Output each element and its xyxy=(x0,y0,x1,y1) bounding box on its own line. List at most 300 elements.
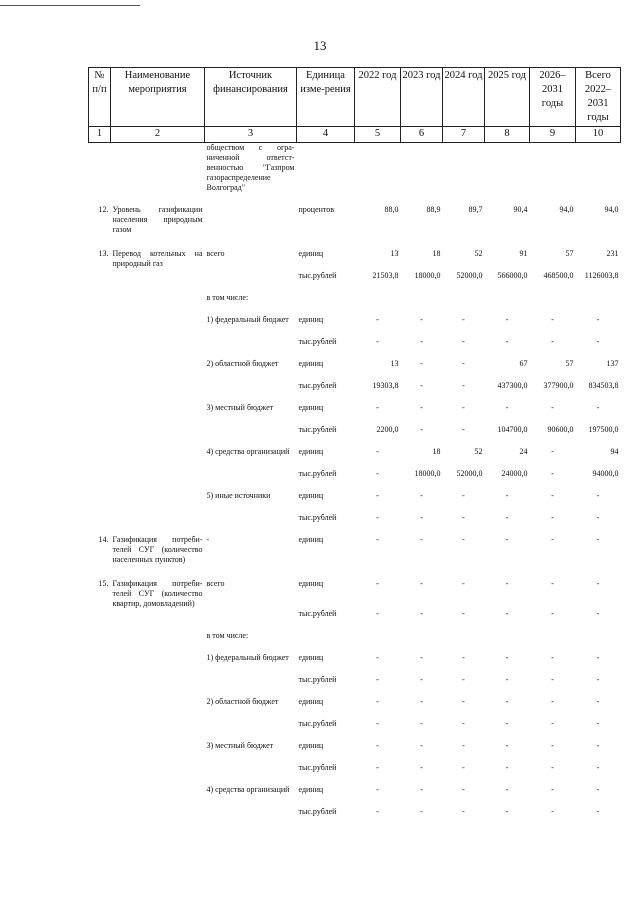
funding-source-cell xyxy=(205,763,297,785)
measure-name-cell xyxy=(111,293,205,315)
value-2026-2031-cell: 94,0 xyxy=(559,205,574,214)
value-2026-2031-cell xyxy=(530,631,576,653)
funding-source-cell xyxy=(205,271,297,293)
row-number-cell xyxy=(89,293,111,315)
value-2022-cell: - xyxy=(376,675,379,684)
value-2023-cell: - xyxy=(420,403,423,412)
value-2024-cell: - xyxy=(462,675,465,684)
measure-name-cell xyxy=(111,675,205,697)
value-total-cell: - xyxy=(596,337,600,346)
unit-cell: тыс.рублей xyxy=(298,807,337,816)
table-row xyxy=(89,205,621,249)
value-total-cell: - xyxy=(596,491,600,500)
value-2024-cell: - xyxy=(462,359,465,368)
value-2026-2031-cell: - xyxy=(551,675,554,684)
header-cell: Всего 2022–2031 годы xyxy=(576,68,621,127)
value-2022-cell xyxy=(355,143,401,206)
header-cell: № п/п xyxy=(89,68,111,127)
measure-name-cell xyxy=(111,315,205,337)
measure-name-cell xyxy=(111,403,205,425)
value-2026-2031-cell: 468500,0 xyxy=(543,271,574,280)
value-2025-cell: - xyxy=(505,403,509,412)
unit-cell: единиц xyxy=(298,315,324,324)
table-row xyxy=(89,807,621,829)
funding-source-cell xyxy=(205,381,297,403)
unit-cell: процентов xyxy=(298,205,335,214)
value-2026-2031-cell: - xyxy=(551,535,554,544)
value-total-cell: - xyxy=(596,785,600,794)
column-number: 6 xyxy=(401,127,443,143)
value-2022-cell: - xyxy=(376,491,379,500)
value-2026-2031-cell: - xyxy=(551,337,554,346)
value-2023-cell: - xyxy=(420,653,423,662)
value-total-cell: - xyxy=(596,315,600,324)
funding-source-cell xyxy=(205,807,297,829)
value-2022-cell: 88,0 xyxy=(384,205,399,214)
value-2024-cell: - xyxy=(462,697,465,706)
funding-source-cell: 3) местный бюджет xyxy=(206,403,274,412)
value-2024-cell: - xyxy=(462,741,465,750)
value-2026-2031-cell xyxy=(530,293,576,315)
value-2022-cell: - xyxy=(376,447,379,456)
value-2022-cell: - xyxy=(376,469,379,478)
value-2026-2031-cell: 57 xyxy=(565,359,574,368)
measure-name-cell xyxy=(111,337,205,359)
value-2025-cell: 437300,0 xyxy=(497,381,528,390)
value-2024-cell: - xyxy=(462,535,465,544)
row-number-cell xyxy=(89,763,111,785)
value-2026-2031-cell: - xyxy=(551,315,554,324)
value-2025-cell: 91 xyxy=(519,249,528,258)
unit-cell: единиц xyxy=(298,653,324,662)
value-2023-cell: - xyxy=(420,381,423,390)
measure-name-cell xyxy=(111,653,205,675)
value-2023-cell: - xyxy=(420,675,423,684)
table-row xyxy=(89,293,621,315)
unit-cell: тыс.рублей xyxy=(298,337,337,346)
value-2022-cell: - xyxy=(376,763,379,772)
table-row xyxy=(89,763,621,785)
value-2026-2031-cell: 57 xyxy=(565,249,574,258)
row-number-cell xyxy=(89,403,111,425)
value-total-cell: 197500,0 xyxy=(588,425,619,434)
value-2023-cell: - xyxy=(420,579,423,588)
column-number: 7 xyxy=(443,127,485,143)
table-row xyxy=(89,675,621,697)
value-2022-cell: - xyxy=(376,653,379,662)
table-row xyxy=(89,425,621,447)
measure-name-cell xyxy=(111,741,205,763)
row-number-cell xyxy=(89,719,111,741)
header-cell: Источник финансирования xyxy=(205,68,297,127)
table-row xyxy=(89,403,621,425)
value-2022-cell: - xyxy=(376,807,379,816)
unit-cell: тыс.рублей xyxy=(298,675,337,684)
value-total-cell: - xyxy=(596,609,600,618)
table-row xyxy=(89,535,621,579)
value-2025-cell: - xyxy=(505,741,509,750)
value-total-cell: 231 xyxy=(606,249,619,258)
table-row xyxy=(89,249,621,271)
row-number-cell xyxy=(89,143,111,206)
measure-name-cell: Газификация потреби-телей СУГ (количество населенных пунктов) xyxy=(112,535,203,564)
row-number-cell xyxy=(89,447,111,469)
measure-name-cell xyxy=(111,631,205,653)
value-2026-2031-cell: - xyxy=(551,719,554,728)
funding-source-cell: в том числе: xyxy=(206,293,249,302)
row-number-cell xyxy=(89,653,111,675)
measure-name-cell xyxy=(111,719,205,741)
funding-source-cell: - xyxy=(206,535,210,544)
row-number-cell xyxy=(89,513,111,535)
row-number-cell xyxy=(89,675,111,697)
header-cell: 2022 год xyxy=(355,68,401,127)
value-2022-cell: - xyxy=(376,315,379,324)
row-number-cell xyxy=(89,697,111,719)
value-total-cell xyxy=(576,631,621,653)
column-number: 3 xyxy=(205,127,297,143)
funding-source-cell xyxy=(205,675,297,697)
table-row xyxy=(89,447,621,469)
value-2023-cell: - xyxy=(420,513,423,522)
value-2022-cell: 19303,8 xyxy=(372,381,399,390)
measure-name-cell xyxy=(111,469,205,491)
table-row xyxy=(89,631,621,653)
funding-source-cell: обществом с огра-ниченной ответст-венностью "Газпром газораспределение Волгоград" xyxy=(206,143,295,192)
value-total-cell: - xyxy=(596,807,600,816)
table-row xyxy=(89,697,621,719)
value-total-cell xyxy=(576,143,621,206)
header-cell: 2026–2031 годы xyxy=(530,68,576,127)
value-2022-cell: - xyxy=(376,535,379,544)
funding-source-cell xyxy=(205,425,297,447)
value-2026-2031-cell: - xyxy=(551,807,554,816)
column-number: 10 xyxy=(576,127,621,143)
value-2023-cell: - xyxy=(420,719,423,728)
unit-cell: единиц xyxy=(298,447,324,456)
funding-source-cell: 1) федеральный бюджет xyxy=(206,315,289,324)
header-row xyxy=(89,68,621,127)
value-2025-cell: 104700,0 xyxy=(497,425,528,434)
row-number-cell: 12. xyxy=(98,205,109,214)
column-number: 8 xyxy=(485,127,530,143)
row-number-cell xyxy=(89,425,111,447)
column-number-row xyxy=(89,127,621,143)
value-2023-cell: - xyxy=(420,425,423,434)
unit-cell xyxy=(297,631,355,653)
measure-name-cell xyxy=(111,381,205,403)
table-row xyxy=(89,785,621,807)
value-2024-cell: - xyxy=(462,807,465,816)
value-2025-cell: 90,4 xyxy=(513,205,528,214)
funding-source-cell xyxy=(205,609,297,631)
value-2023-cell: - xyxy=(420,315,423,324)
value-2025-cell: 67 xyxy=(519,359,528,368)
value-2026-2031-cell: - xyxy=(551,741,554,750)
row-number-cell xyxy=(89,609,111,631)
value-2023-cell: - xyxy=(420,807,423,816)
value-2026-2031-cell: - xyxy=(551,513,554,522)
value-2024-cell: - xyxy=(462,425,465,434)
value-2024-cell: - xyxy=(462,381,465,390)
value-2024-cell: - xyxy=(462,763,465,772)
row-number-cell xyxy=(89,359,111,381)
unit-cell xyxy=(297,293,355,315)
value-2024-cell: - xyxy=(462,491,465,500)
value-total-cell: - xyxy=(596,741,600,750)
value-2023-cell xyxy=(401,631,443,653)
unit-cell: тыс.рублей xyxy=(298,763,337,772)
header-cell: Наименование мероприятия xyxy=(111,68,205,127)
table-row xyxy=(89,653,621,675)
funding-table xyxy=(88,67,621,829)
row-number-cell xyxy=(89,337,111,359)
value-2024-cell xyxy=(443,293,485,315)
row-number-cell xyxy=(89,381,111,403)
measure-name-cell xyxy=(111,271,205,293)
value-2023-cell: - xyxy=(420,359,423,368)
measure-name-cell xyxy=(111,359,205,381)
value-2023-cell: 88,9 xyxy=(426,205,441,214)
value-2026-2031-cell: - xyxy=(551,785,554,794)
value-2023-cell: 18 xyxy=(432,447,441,456)
measure-name-cell xyxy=(111,807,205,829)
funding-source-cell: 2) областной бюджет xyxy=(206,697,279,706)
funding-source-cell: 4) средства организаций xyxy=(206,785,290,794)
measure-name-cell xyxy=(111,447,205,469)
table-row xyxy=(89,579,621,609)
row-number-cell xyxy=(89,271,111,293)
value-2025-cell xyxy=(485,143,530,206)
row-number-cell xyxy=(89,807,111,829)
value-2026-2031-cell: - xyxy=(551,469,554,478)
value-2023-cell xyxy=(401,293,443,315)
unit-cell: тыс.рублей xyxy=(298,425,337,434)
value-2023-cell: - xyxy=(420,763,423,772)
value-2024-cell: - xyxy=(462,609,465,618)
value-2025-cell xyxy=(485,293,530,315)
table-row xyxy=(89,513,621,535)
value-2025-cell: - xyxy=(505,337,509,346)
funding-source-cell: всего xyxy=(206,249,225,258)
funding-source-cell: 5) иные источники xyxy=(206,491,271,500)
value-2024-cell: - xyxy=(462,337,465,346)
unit-cell: единиц xyxy=(298,697,324,706)
value-2024-cell: - xyxy=(462,719,465,728)
measure-name-cell xyxy=(111,143,205,206)
value-2023-cell: 18000,0 xyxy=(414,271,441,280)
unit-cell: единиц xyxy=(298,535,324,544)
value-2026-2031-cell: 377900,0 xyxy=(543,381,574,390)
value-2025-cell: - xyxy=(505,579,509,588)
value-2026-2031-cell: 90600,0 xyxy=(547,425,574,434)
value-2024-cell: - xyxy=(462,315,465,324)
value-2025-cell: - xyxy=(505,675,509,684)
value-2025-cell: - xyxy=(505,653,509,662)
row-number-cell xyxy=(89,491,111,513)
top-rule xyxy=(0,5,140,6)
value-total-cell: 137 xyxy=(606,359,619,368)
measure-name-cell xyxy=(111,513,205,535)
value-2024-cell xyxy=(443,631,485,653)
column-number: 2 xyxy=(111,127,205,143)
unit-cell: единиц xyxy=(298,741,324,750)
funding-source-cell xyxy=(205,337,297,359)
row-number-cell: 14. xyxy=(98,535,109,544)
value-2022-cell: - xyxy=(376,697,379,706)
value-2022-cell: - xyxy=(376,403,379,412)
value-2024-cell: - xyxy=(462,653,465,662)
value-2024-cell: 52 xyxy=(474,249,483,258)
funding-source-cell: 4) средства организаций xyxy=(206,447,290,456)
value-2026-2031-cell: - xyxy=(551,609,554,618)
value-2026-2031-cell: - xyxy=(551,697,554,706)
table-row xyxy=(89,315,621,337)
value-2025-cell: - xyxy=(505,697,509,706)
table-row xyxy=(89,741,621,763)
table-row xyxy=(89,381,621,403)
value-2022-cell xyxy=(355,293,401,315)
measure-name-cell xyxy=(111,785,205,807)
value-2023-cell: - xyxy=(420,741,423,750)
funding-source-cell: 2) областной бюджет xyxy=(206,359,279,368)
unit-cell: единиц xyxy=(298,491,324,500)
measure-name-cell: Газификация потреби-телей СУГ (количество квартир, домовладений) xyxy=(112,579,203,608)
value-2022-cell: - xyxy=(376,337,379,346)
value-2023-cell: - xyxy=(420,697,423,706)
page-number: 13 xyxy=(313,38,327,53)
unit-cell: тыс.рублей xyxy=(298,719,337,728)
value-2024-cell: - xyxy=(462,785,465,794)
value-total-cell: 834503,8 xyxy=(588,381,619,390)
unit-cell: тыс.рублей xyxy=(298,469,337,478)
value-2026-2031-cell: - xyxy=(551,653,554,662)
unit-cell: тыс.рублей xyxy=(298,381,337,390)
row-number-cell xyxy=(89,631,111,653)
table-row xyxy=(89,359,621,381)
value-total-cell: - xyxy=(596,535,600,544)
value-2023-cell: 18 xyxy=(432,249,441,258)
value-2023-cell: - xyxy=(420,785,423,794)
value-total-cell: - xyxy=(596,719,600,728)
value-2022-cell: 21503,8 xyxy=(372,271,399,280)
unit-cell: единиц xyxy=(298,249,324,258)
header-cell: 2025 год xyxy=(485,68,530,127)
value-total-cell: - xyxy=(596,513,600,522)
measure-name-cell xyxy=(111,609,205,631)
value-2025-cell: 24 xyxy=(519,447,528,456)
value-2022-cell: - xyxy=(376,609,379,618)
value-total-cell: 1126003,8 xyxy=(584,271,619,280)
unit-cell: единиц xyxy=(298,579,324,588)
value-2023-cell: - xyxy=(420,535,423,544)
value-total-cell xyxy=(576,293,621,315)
table-row xyxy=(89,469,621,491)
unit-cell: тыс.рублей xyxy=(298,513,337,522)
value-2026-2031-cell: - xyxy=(551,403,554,412)
value-2025-cell: - xyxy=(505,609,509,618)
unit-cell: единиц xyxy=(298,359,324,368)
value-2024-cell: 52 xyxy=(474,447,483,456)
funding-source-cell: 1) федеральный бюджет xyxy=(206,653,289,662)
measure-name-cell xyxy=(111,425,205,447)
value-2024-cell: - xyxy=(462,579,465,588)
table-row xyxy=(89,491,621,513)
funding-source-cell: всего xyxy=(206,579,225,588)
value-2022-cell: - xyxy=(376,785,379,794)
funding-source-cell xyxy=(205,719,297,741)
value-2024-cell: 52000,0 xyxy=(456,271,483,280)
row-number-cell xyxy=(89,785,111,807)
value-2022-cell xyxy=(355,631,401,653)
value-2022-cell: - xyxy=(376,741,379,750)
value-2023-cell: - xyxy=(420,491,423,500)
row-number-cell: 13. xyxy=(98,249,109,258)
value-2025-cell: - xyxy=(505,719,509,728)
value-2025-cell: 24000,0 xyxy=(501,469,528,478)
row-number-cell xyxy=(89,741,111,763)
value-total-cell: 94 xyxy=(610,447,619,456)
value-2022-cell: 13 xyxy=(390,359,399,368)
column-number: 9 xyxy=(530,127,576,143)
value-2023-cell: 18000,0 xyxy=(414,469,441,478)
value-total-cell: 94,0 xyxy=(604,205,619,214)
value-2024-cell: 52000,0 xyxy=(456,469,483,478)
value-2022-cell: - xyxy=(376,513,379,522)
value-2022-cell: 2200,0 xyxy=(376,425,399,434)
measure-name-cell: Уровень газификации населения природным газом xyxy=(112,205,203,234)
table-row xyxy=(89,609,621,631)
value-total-cell: 94000,0 xyxy=(592,469,619,478)
value-2024-cell: 89,7 xyxy=(468,205,483,214)
value-2026-2031-cell xyxy=(530,143,576,206)
header-cell: 2023 год xyxy=(401,68,443,127)
unit-cell: единиц xyxy=(298,785,324,794)
value-total-cell: - xyxy=(596,653,600,662)
value-2023-cell xyxy=(401,143,443,206)
funding-source-cell: в том числе: xyxy=(206,631,249,640)
table-row xyxy=(89,337,621,359)
value-2026-2031-cell: - xyxy=(551,447,554,456)
value-total-cell: - xyxy=(596,675,600,684)
value-2025-cell xyxy=(485,631,530,653)
value-2025-cell: - xyxy=(505,315,509,324)
table-row xyxy=(89,271,621,293)
column-number: 5 xyxy=(355,127,401,143)
header-cell: Единица изме-рения xyxy=(297,68,355,127)
measure-name-cell xyxy=(111,697,205,719)
unit-cell: единиц xyxy=(298,403,324,412)
value-2025-cell: - xyxy=(505,785,509,794)
funding-source-cell: 3) местный бюджет xyxy=(206,741,274,750)
column-number: 4 xyxy=(297,127,355,143)
value-2026-2031-cell: - xyxy=(551,763,554,772)
value-total-cell: - xyxy=(596,763,600,772)
value-2022-cell: - xyxy=(376,719,379,728)
value-2022-cell: 13 xyxy=(390,249,399,258)
value-2023-cell: - xyxy=(420,609,423,618)
value-2025-cell: 566000,0 xyxy=(497,271,528,280)
value-2026-2031-cell: - xyxy=(551,491,554,500)
value-2026-2031-cell: - xyxy=(551,579,554,588)
header-cell: 2024 год xyxy=(443,68,485,127)
value-2024-cell: - xyxy=(462,403,465,412)
unit-cell: тыс.рублей xyxy=(298,271,337,280)
column-number: 1 xyxy=(89,127,111,143)
funding-source-cell xyxy=(205,205,297,249)
value-2024-cell xyxy=(443,143,485,206)
value-2023-cell: - xyxy=(420,337,423,346)
